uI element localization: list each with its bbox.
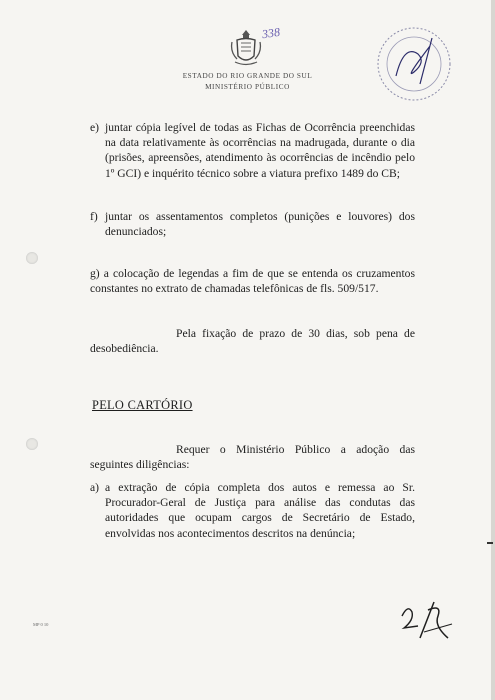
deadline-paragraph: Pela fixação de prazo de 30 dias, sob pena de desobediência. [90,327,415,356]
coat-of-arms-icon [229,28,263,68]
footer-code: MP 0 10 [33,622,49,627]
item-a [90,480,415,542]
item-e-text: juntar cópia legível de todas as Fichas de Ocorrência preenchidas na data relativamente às ocorrências na madrugada, durante o dia (prisões, apreensões, atendimento às ocorrências de incêndio pelo 1º GCI) e inquérito técnico sobre a viatura prefixo 1489 do CB; [105,121,415,180]
page-number-stamp: 338 [261,24,281,42]
ministry-header: MINISTÉRIO PÚBLICO [205,83,290,91]
signature-icon [394,598,456,644]
item-a-label: a) [90,481,100,494]
edge-mark [487,542,493,544]
page-edge-shadow [491,0,495,700]
item-f [90,209,415,241]
official-stamp-icon [374,24,454,104]
section-title: PELO CARTÓRIO [92,398,193,412]
punch-hole [26,252,38,264]
punch-hole [26,438,38,450]
item-f-label: f) [90,210,98,223]
state-header: ESTADO DO RIO GRANDE DO SUL [182,72,313,80]
item-e [90,120,415,200]
item-a-text: a extração de cópia completa dos autos e remessa ao Sr. Procurador-Geral de Justiça para análise das condutas das autoridades que ocupam cargos de Secretário de Estado, envolvidas nos acontecimentos descritos na denúncia; [105,481,415,540]
item-e-label: e) [90,121,100,134]
request-paragraph: Requer o Ministério Público a adoção das seguintes diligências: [90,443,415,472]
item-g-text: g) a colocação de legendas a fim de que se entenda os cruzamentos constantes no extrato de chamadas telefônicas de fls. 509/517. [90,267,415,296]
item-f-text: juntar os assentamentos completos (punições e louvores) dos denunciados; [105,210,415,239]
